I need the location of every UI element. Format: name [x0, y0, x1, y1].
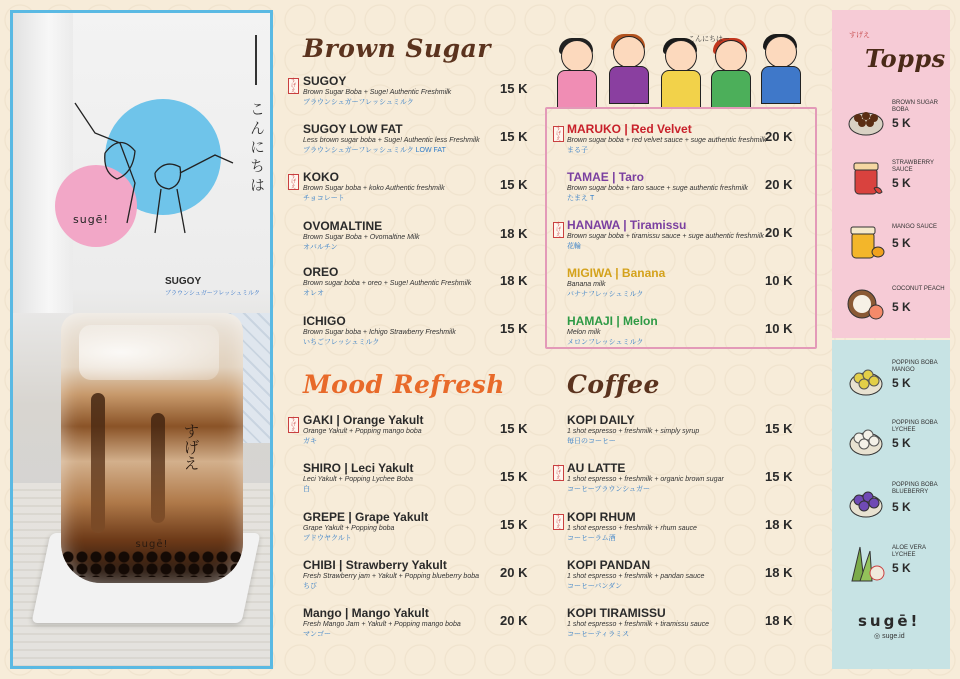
item-jp: バナナフレッシュミルク — [567, 291, 644, 298]
topping-item — [846, 158, 946, 208]
item-jp: コーヒーティラミス — [567, 631, 630, 638]
topping-item — [846, 418, 946, 468]
character-5 — [757, 36, 803, 106]
item-desc: Fresh Strawberry jam + Yakult + Popping blueberry boba — [303, 573, 480, 580]
item-jp: 白 — [303, 486, 310, 493]
section-title-coffee: Coffee — [567, 370, 660, 399]
photo-panel — [10, 10, 273, 669]
item-price: 15 K — [500, 321, 528, 336]
item-name: SUGOY — [303, 74, 347, 88]
suge-stamp-icon: すげえ — [288, 174, 299, 190]
topping-label: ALOE VERA LYCHEE — [892, 545, 926, 558]
item-price: 20 K — [765, 225, 793, 240]
item-jp: コーヒーパンダン — [567, 583, 623, 590]
item-jp: ブドウヤクルト — [303, 535, 352, 542]
item-jp: コーヒーラム酒 — [567, 535, 616, 542]
item-jp: ブラウンシュガーフレッシュミルク LOW FAT — [303, 147, 446, 154]
item-jp: オレオ — [303, 290, 324, 297]
topping-price: 5 K — [892, 376, 911, 390]
topping-item — [846, 222, 946, 272]
item-desc: Banana milk — [567, 281, 606, 288]
item-name: GREPE | Grape Yakult — [303, 510, 429, 524]
item-desc: 1 shot espresso + freshmilk + organic brown sugar — [567, 476, 724, 483]
sugar-streak — [151, 413, 165, 523]
item-jp: チョコレート — [303, 195, 345, 202]
item-price: 15 K — [500, 129, 528, 144]
item-desc: 1 shot espresso + freshmilk + pandan sauce — [567, 573, 705, 580]
popping-boba-lychee-icon — [846, 418, 886, 458]
photo-item-jp: ブラウンシュガーフレッシュミルク — [165, 291, 260, 297]
item-price: 10 K — [765, 273, 793, 288]
item-desc: Melon milk — [567, 329, 601, 336]
item-price: 15 K — [765, 421, 793, 436]
item-price: 15 K — [765, 469, 793, 484]
item-desc: Brown Sugar boba + Ichigo Strawberry Freshmilk — [303, 329, 456, 336]
item-name: MIGIWA | Banana — [567, 266, 666, 280]
vertical-divider — [255, 35, 257, 85]
item-desc: Grape Yakult + Popping boba — [303, 525, 395, 532]
item-name: HAMAJI | Melon — [567, 314, 658, 328]
instagram-handle-text: suge.id — [882, 633, 905, 640]
item-name: KOPI TIRAMISSU — [567, 606, 666, 620]
item-price: 20 K — [500, 565, 528, 580]
character-2 — [605, 36, 651, 106]
brand-logo: sugē! — [858, 612, 921, 630]
item-price: 15 K — [500, 421, 528, 436]
topping-label: POPPING BOBA MANGO — [892, 360, 938, 373]
boba-drink-cup — [61, 313, 243, 583]
topping-price: 5 K — [892, 500, 911, 514]
item-jp: たまえ T — [567, 195, 595, 202]
item-desc: Brown Sugar boba + koko Authentic freshmilk — [303, 185, 445, 192]
topping-price: 5 K — [892, 236, 911, 250]
item-desc: Less brown sugar boba + Suge! Authentic less Freshmilk — [303, 137, 480, 144]
instagram-handle[interactable] — [874, 632, 905, 640]
item-jp: まる子 — [567, 147, 588, 154]
item-desc: Brown sugar boba + red velvet sauce + suge authentic freshmilk — [567, 137, 767, 144]
cup-jp-text: すげえ — [181, 423, 200, 471]
item-desc: 1 shot espresso + freshmilk + rhum sauce — [567, 525, 697, 532]
item-price: 20 K — [500, 613, 528, 628]
character-4 — [707, 40, 753, 106]
suge-stamp-icon: すげえ — [553, 222, 564, 238]
strawberry-sauce-icon — [846, 158, 886, 198]
brown-sugar-boba-icon — [846, 98, 886, 138]
item-price: 15 K — [500, 177, 528, 192]
item-desc: 1 shot espresso + freshmilk + simply syrup — [567, 428, 700, 435]
item-price: 20 K — [765, 129, 793, 144]
item-name: CHIBI | Strawberry Yakult — [303, 558, 447, 572]
item-price: 18 K — [500, 273, 528, 288]
item-price: 18 K — [765, 613, 793, 628]
item-name: KOPI PANDAN — [567, 558, 651, 572]
topping-label: MANGO SAUCE — [892, 224, 938, 230]
cup-brand: sugē! — [135, 539, 169, 550]
item-jp: マンゴー — [303, 631, 331, 638]
item-jp: ガキ — [303, 438, 317, 445]
item-name: AU LATTE — [567, 461, 626, 475]
topping-item — [846, 284, 946, 334]
item-name: OVOMALTINE — [303, 219, 383, 233]
suge-stamp-icon: すげえ — [288, 78, 299, 94]
item-jp: 毎日のコーヒー — [567, 438, 616, 445]
character-1 — [553, 40, 599, 106]
topping-item — [846, 358, 946, 408]
suge-stamp-icon: すげえ — [553, 465, 564, 481]
item-desc: Fresh Mango Jam + Yakult + Popping mango boba — [303, 621, 461, 628]
topping-label: BROWN SUGAR BOBA — [892, 100, 939, 113]
characters-greeting: こんにちはー — [688, 36, 730, 43]
item-price: 15 K — [500, 469, 528, 484]
boba-pearls — [61, 551, 243, 577]
sugar-streak — [91, 393, 105, 533]
section-title-topps: Topps — [865, 44, 946, 73]
topping-item — [846, 543, 946, 593]
topping-label: POPPING BOBA LYCHEE — [892, 420, 938, 433]
photo-item-name: SUGOY — [165, 276, 202, 287]
item-name: HANAWA | Tiramissu — [567, 218, 687, 232]
item-name: TAMAE | Taro — [567, 170, 644, 184]
characters-illustration — [553, 36, 808, 106]
item-desc: Brown sugar boba + taro sauce + suge authentic freshmilk — [567, 185, 748, 192]
topping-item — [846, 98, 946, 148]
suge-stamp-icon: すげえ — [288, 417, 299, 433]
item-name: MARUKO | Red Velvet — [567, 122, 692, 136]
item-price: 10 K — [765, 321, 793, 336]
mango-sauce-icon — [846, 222, 886, 262]
item-jp: 花輪 — [567, 243, 581, 250]
item-jp: いちごフレッシュミルク — [303, 339, 380, 346]
item-jp: コーヒーブラウンシュガー — [567, 486, 651, 493]
item-jp: オバルチン — [303, 244, 338, 251]
section-title-brown-sugar: Brown Sugar — [303, 34, 491, 63]
item-price: 20 K — [765, 177, 793, 192]
topping-label: STRAWBERRY SAUCE — [892, 160, 934, 173]
aloe-vera-lychee-icon — [846, 543, 886, 583]
instagram-icon: ◎ — [874, 633, 883, 640]
item-name: KOPI RHUM — [567, 510, 636, 524]
item-desc: Orange Yakult + Popping mango boba — [303, 428, 422, 435]
suge-stamp-icon: すげえ — [553, 514, 564, 530]
item-price: 18 K — [765, 565, 793, 580]
topping-label: POPPING BOBA BLUEBERRY — [892, 482, 938, 495]
item-price: 18 K — [500, 226, 528, 241]
item-price: 18 K — [765, 517, 793, 532]
topping-price: 5 K — [892, 116, 911, 130]
item-price: 15 K — [500, 81, 528, 96]
item-desc: 1 shot espresso + freshmilk + tiramissu sauce — [567, 621, 710, 628]
popping-boba-blueberry-icon — [846, 480, 886, 520]
character-3 — [657, 40, 703, 106]
item-desc: Brown sugar boba + tiramissu sauce + suge authentic freshmilk — [567, 233, 764, 240]
item-name: KOKO — [303, 170, 339, 184]
item-jp: ちび — [303, 583, 317, 590]
item-jp: メロンフレッシュミルク — [567, 339, 644, 346]
item-name: GAKI | Orange Yakult — [303, 413, 424, 427]
vertical-greeting: こんにちは — [248, 101, 266, 196]
topps-jp-label: すげえ — [849, 32, 870, 39]
topping-price: 5 K — [892, 561, 911, 575]
curtain-background — [13, 13, 73, 313]
topping-item — [846, 480, 946, 530]
item-desc: Leci Yakult + Popping Lychee Boba — [303, 476, 413, 483]
item-name: KOPI DAILY — [567, 413, 635, 427]
item-name: OREO — [303, 265, 339, 279]
item-name: SHIRO | Leci Yakult — [303, 461, 414, 475]
coconut-peach-icon — [846, 284, 886, 324]
topping-price: 5 K — [892, 436, 911, 450]
topping-price: 5 K — [892, 176, 911, 190]
sketch-brand: sugē! — [73, 213, 109, 226]
suge-stamp-icon: すげえ — [553, 126, 564, 142]
popping-boba-mango-icon — [846, 358, 886, 398]
section-title-mood-refresh: Mood Refresh — [303, 370, 505, 399]
topping-label: COCONUT PEACH — [892, 286, 945, 292]
item-name: Mango | Mango Yakult — [303, 606, 429, 620]
ice-cubes — [79, 325, 219, 380]
item-desc: Brown sugar boba + oreo + Suge! Authentic Freshmilk — [303, 280, 472, 287]
item-desc: Brown Sugar Boba + Suge! Authentic Freshmilk — [303, 89, 452, 96]
item-jp: ブラウンシュガーフレッシュミルク — [303, 99, 414, 106]
topping-price: 5 K — [892, 300, 911, 314]
item-price: 15 K — [500, 517, 528, 532]
item-desc: Brown Sugar Boba + Ovomaltine Milk — [303, 234, 420, 241]
item-name: ICHIGO — [303, 314, 346, 328]
item-name: SUGOY LOW FAT — [303, 122, 403, 136]
